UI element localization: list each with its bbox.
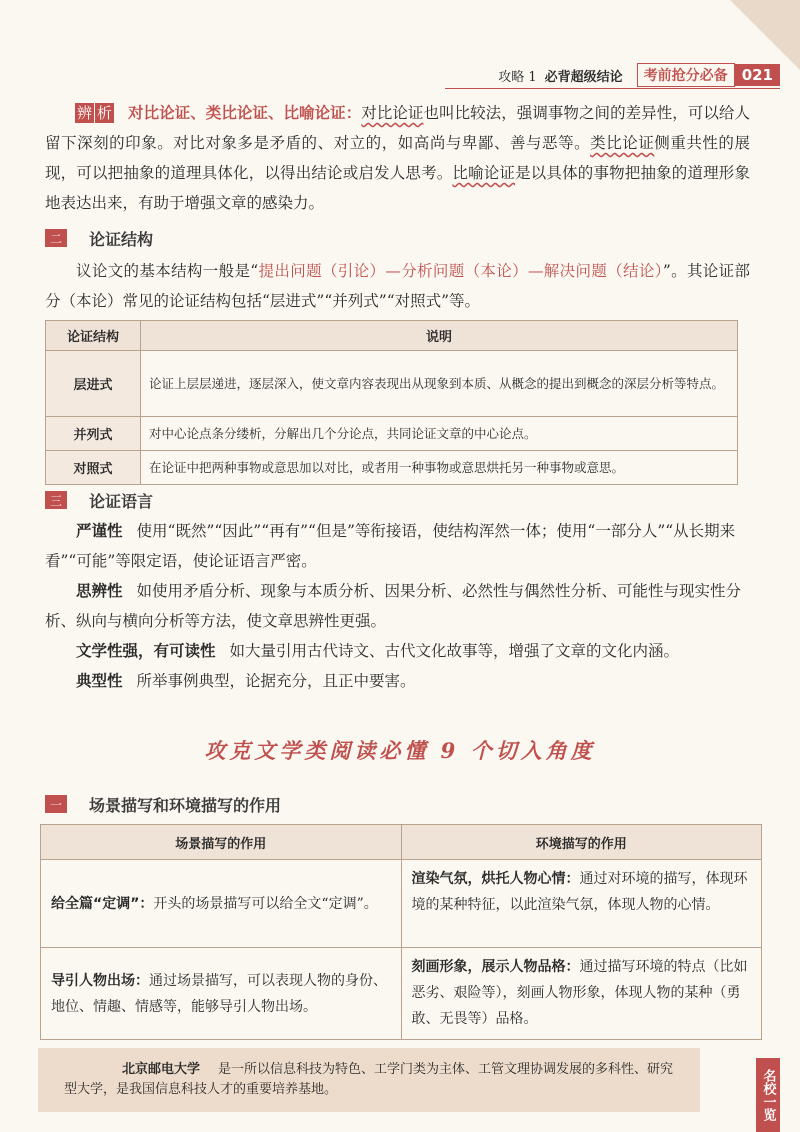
strategy-label: 攻略 1 [498, 69, 537, 85]
table-cell [41, 860, 402, 948]
table-key-cell: 并列式 [46, 417, 141, 451]
section-heading-language [45, 488, 153, 512]
analysis-badge-1: 辨 [77, 104, 93, 122]
cell-value: 通过描写环境的特点（比如恶劣、艰险等），刻画人物形象，体现人物的某种（勇敢、无畏等）品格。 [411, 959, 748, 1027]
table-key-cell: 对照式 [46, 451, 141, 485]
table-cell [401, 860, 762, 948]
intro-text-1: 议论文的基本结构一般是“ [76, 262, 259, 280]
page-header [498, 64, 780, 86]
cell-key: 给全篇“定调”： [51, 895, 154, 912]
chapter-title: 攻克文学类阅读必懂 9 个切入角度 [204, 738, 596, 763]
header-brand: 考前抢分必备 [637, 63, 735, 87]
strategy-title: 必背超级结论 [544, 69, 623, 85]
section-title: 论证结构 [89, 229, 154, 249]
table-row [46, 351, 738, 417]
cell-key: 刻画形象，展示人物品格： [411, 959, 580, 975]
item-key: 思辨性 [76, 582, 123, 600]
metaphor-desc: 是以具体的事物把抽象的道理形象地表达出来，有助于增强文章的感染力。 [45, 164, 750, 212]
section-number: 一 [45, 795, 67, 813]
item-key: 严谨性 [76, 522, 123, 540]
section-number: 三 [45, 491, 67, 509]
list-item [45, 516, 750, 576]
structure-intro [45, 256, 750, 316]
footer-text [64, 1060, 684, 1100]
footer-desc: 是一所以信息科技为特色、工学门类为主体、工管文理协调发展的多科性、研究型大学，是我国信息科技人才的重要培养基地。 [64, 1062, 674, 1097]
header-strategy [498, 66, 622, 85]
table-row [41, 948, 762, 1040]
page-corner [730, 0, 800, 70]
table-value-cell: 论证上层层递进，逐层深入，使文章内容表现出从现象到本质、从概念的提出到概念的深层分析等特点。 [141, 351, 738, 417]
cell-value: 开头的场景描写可以给全文“定调”。 [153, 895, 378, 912]
item-value: 如使用矛盾分析、现象与本质分析、因果分析、必然性与偶然性分析、可能性与现实性分析、纵向与横向分析等方法，使文章思辨性更强。 [45, 582, 742, 630]
section-heading-description [45, 792, 281, 816]
contrast-desc: 也叫比较法，强调事物之间的差异性，可以给人留下深刻的印象。对比对象多是矛盾的、对立的，如高尚与卑鄙、善与恶等。 [45, 104, 750, 152]
table-cell [41, 948, 402, 1040]
section-title: 论证语言 [89, 491, 154, 511]
section-number: 二 [45, 229, 67, 247]
section-heading-structure [45, 226, 153, 250]
table-header-cell: 场景描写的作用 [41, 825, 402, 860]
cell-value: 通过场景描写，可以表现人物的身份、地位、情趣、情感等，能够导引人物出场。 [51, 972, 387, 1015]
table-header-cell: 说明 [141, 321, 738, 351]
table-row [41, 860, 762, 948]
item-value: 所举事例典型，论据充分，且正中要害。 [136, 672, 416, 690]
analysis-badge-2: 析 [97, 104, 113, 122]
cell-key: 渲染气氛，烘托人物心情： [411, 871, 580, 887]
structure-table [45, 320, 738, 485]
item-key: 文学性强，有可读性 [76, 642, 216, 660]
table-header-cell: 论证结构 [46, 321, 141, 351]
item-value: 如大量引用古代诗文、古代文化故事等，增强了文章的文化内涵。 [229, 642, 680, 660]
section-title: 场景描写和环境描写的作用 [89, 795, 282, 815]
table-header-cell: 环境描写的作用 [401, 825, 762, 860]
cell-key: 导引人物出场： [51, 972, 149, 989]
item-key: 典型性 [76, 672, 123, 690]
table-key-cell: 层进式 [46, 351, 141, 417]
side-tab[interactable]: 名校一览 [756, 1058, 780, 1132]
intro-highlight: 提出问题（引论）—分析问题（本论）—解决问题（结论） [258, 262, 663, 280]
table-cell [401, 948, 762, 1040]
analysis-paragraph [45, 98, 750, 218]
footer-box [38, 1048, 700, 1112]
table-row [46, 451, 738, 485]
table-row [46, 417, 738, 451]
footer-school: 北京邮电大学 [122, 1062, 201, 1077]
table-value-cell: 在论证中把两种事物或意思加以对比，或者用一种事物或意思烘托另一种事物或意思。 [141, 451, 738, 485]
list-item [45, 666, 750, 696]
description-table [40, 824, 762, 1040]
item-value: 使用“既然”“因此”“再有”“但是”等衔接语，使结构浑然一体；使用“一部分人”“从长期来看”“可能”等限定语，使论证语言严密。 [45, 522, 736, 570]
intro-text-2: ”。其论证部分（本论）常见的论证结构包括“层进式”“并列式”“对照式”等。 [45, 262, 750, 310]
list-item [45, 576, 750, 636]
term-contrast: 对比论证 [361, 104, 424, 122]
term-analogy: 类比论证 [590, 134, 655, 152]
table-value-cell: 对中心论点条分缕析，分解出几个分论点，共同论证文章的中心论点。 [141, 417, 738, 451]
table-header-row [41, 825, 762, 860]
table-header-row [46, 321, 738, 351]
analysis-term: 对比论证、类比论证、比喻论证： [128, 103, 362, 122]
header-rule [445, 88, 780, 89]
term-metaphor: 比喻论证 [452, 164, 516, 182]
analogy-desc: 侧重共性的展现，可以把抽象的道理具体化，以得出结论或启发人思考。 [45, 134, 750, 182]
list-item [45, 636, 750, 666]
language-list [45, 516, 750, 696]
cell-value: 通过对环境的描写，体现环境的某种特征，以此渲染气氛，体现人物的心情。 [411, 871, 748, 913]
page-number: 021 [735, 64, 780, 86]
